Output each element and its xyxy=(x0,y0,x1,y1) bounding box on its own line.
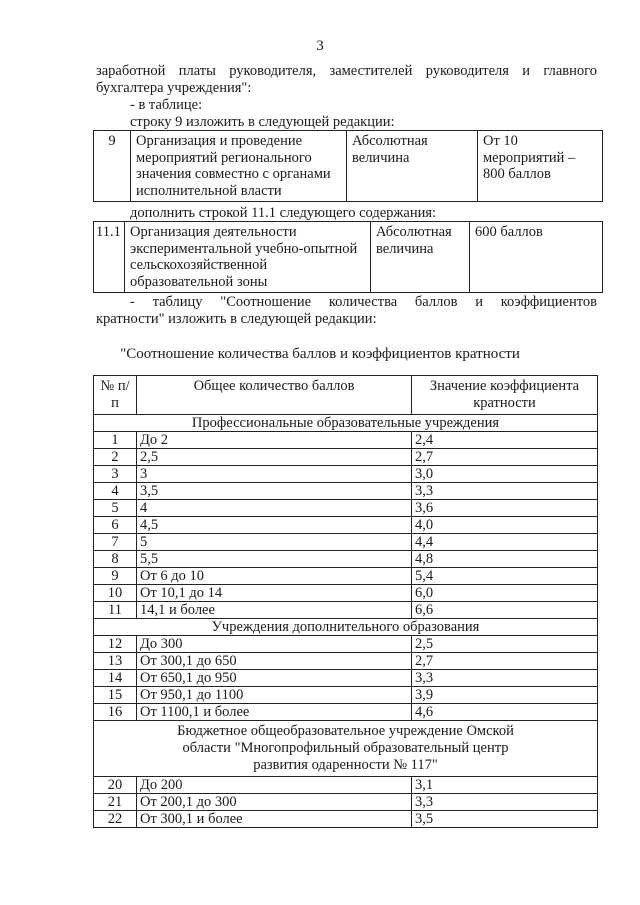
table-intro-line-1: - таблицу "Соотношение количества баллов и коэффициентов xyxy=(130,294,597,310)
row-coefficient: 4,6 xyxy=(412,704,598,721)
row-number: 21 xyxy=(94,794,137,811)
row-coefficient: 6,0 xyxy=(412,585,598,602)
header-points: Общее количество баллов xyxy=(137,376,412,415)
table-row xyxy=(94,517,598,534)
row-points: До 2 xyxy=(137,432,412,449)
row-points: От 300,1 до 650 xyxy=(137,653,412,670)
table-row xyxy=(94,466,598,483)
row-coefficient: 3,9 xyxy=(412,687,598,704)
section-header-row xyxy=(94,721,598,777)
row-coefficient: 3,5 xyxy=(412,811,598,828)
row-points: 4,5 xyxy=(137,517,412,534)
row-number: 6 xyxy=(94,517,137,534)
row-number: 13 xyxy=(94,653,137,670)
row-number: 12 xyxy=(94,636,137,653)
row-points: От 950,1 до 1100 xyxy=(137,687,412,704)
table-row xyxy=(94,636,598,653)
table-row xyxy=(94,131,603,202)
row-points: От 300,1 и более xyxy=(137,811,412,828)
row-number: 3 xyxy=(94,466,137,483)
row-coefficient: 4,4 xyxy=(412,534,598,551)
row-coefficient: 2,5 xyxy=(412,636,598,653)
section-header-row xyxy=(94,619,598,636)
table-row xyxy=(94,534,598,551)
replacement-row-9-table xyxy=(93,130,603,202)
row-points: 3,5 xyxy=(137,483,412,500)
row-coefficient: 3,0 xyxy=(412,466,598,483)
row-coefficient: 2,4 xyxy=(412,432,598,449)
intro-line-2: бухгалтера учреждения": xyxy=(96,80,252,96)
row-coefficient: 6,6 xyxy=(412,602,598,619)
row-number: 4 xyxy=(94,483,137,500)
table-row xyxy=(94,704,598,721)
header-number: № п/п xyxy=(94,376,137,415)
row-type: Абсолютная величина xyxy=(371,222,470,293)
row-number: 9 xyxy=(94,568,137,585)
row-coefficient: 4,8 xyxy=(412,551,598,568)
row-points: 3 xyxy=(137,466,412,483)
row-number: 7 xyxy=(94,534,137,551)
row-coefficient: 5,4 xyxy=(412,568,598,585)
row-points: 4 xyxy=(137,500,412,517)
table-row xyxy=(94,585,598,602)
section-header-row xyxy=(94,415,598,432)
header-coefficient: Значение коэффициента кратности xyxy=(412,376,598,415)
page-number: 3 xyxy=(316,38,324,54)
row-type: Абсолютная величина xyxy=(347,131,478,202)
row-number: 22 xyxy=(94,811,137,828)
row-number: 11 xyxy=(94,602,137,619)
row-coefficient: 3,3 xyxy=(412,483,598,500)
row-number: 15 xyxy=(94,687,137,704)
section-title: Бюджетное общеобразовательное учреждение Омской области "Многопрофильный образовательный центр развития одаренности № 117" xyxy=(94,721,598,777)
row-description: Организация и проведение мероприятий регионального значения совместно с органами исполнительной власти xyxy=(131,131,347,202)
table-row xyxy=(94,551,598,568)
row-number: 1 xyxy=(94,432,137,449)
row-number: 10 xyxy=(94,585,137,602)
row-number: 20 xyxy=(94,777,137,794)
table-row xyxy=(94,483,598,500)
row-points: От 650,1 до 950 xyxy=(137,670,412,687)
row-points: От 10,1 до 14 xyxy=(137,585,412,602)
row-points: 5,5 xyxy=(137,551,412,568)
intro-line-1: заработной платы руководителя, заместителей руководителя и главного xyxy=(96,63,597,79)
add-row-line: дополнить строкой 11.1 следующего содержания: xyxy=(130,205,437,221)
table-row xyxy=(94,432,598,449)
row-points: От 200,1 до 300 xyxy=(137,794,412,811)
table-row xyxy=(94,500,598,517)
row-points: 14,1 и более xyxy=(137,602,412,619)
table-row xyxy=(94,670,598,687)
table-row xyxy=(94,811,598,828)
points-coefficient-table xyxy=(93,375,598,828)
intro-line-3: - в таблице: xyxy=(130,97,203,113)
row-coefficient: 3,1 xyxy=(412,777,598,794)
row-points: До 300 xyxy=(137,636,412,653)
table-intro-line-2: кратности" изложить в следующей редакции: xyxy=(96,311,377,327)
row-number: 14 xyxy=(94,670,137,687)
table-row xyxy=(94,794,598,811)
row-number: 2 xyxy=(94,449,137,466)
table-header-row xyxy=(94,376,598,415)
additional-row-11-1-table xyxy=(93,221,603,293)
row-coefficient: 2,7 xyxy=(412,449,598,466)
table-row xyxy=(94,653,598,670)
table-row xyxy=(94,687,598,704)
row-points: От 6 до 10 xyxy=(137,568,412,585)
row-points: От 1100,1 и более xyxy=(137,704,412,721)
row-coefficient: 4,0 xyxy=(412,517,598,534)
row-coefficient: 2,7 xyxy=(412,653,598,670)
row-value: От 10 мероприятий – 800 баллов xyxy=(478,131,603,202)
row-coefficient: 3,3 xyxy=(412,794,598,811)
table-row xyxy=(94,602,598,619)
row-points: 2,5 xyxy=(137,449,412,466)
table-row xyxy=(94,222,603,293)
table-row xyxy=(94,568,598,585)
row-number: 9 xyxy=(94,131,131,202)
row-points: До 200 xyxy=(137,777,412,794)
row-points: 5 xyxy=(137,534,412,551)
section-title: Учреждения дополнительного образования xyxy=(94,619,598,636)
row-coefficient: 3,3 xyxy=(412,670,598,687)
table-title: "Соотношение количества баллов и коэффициентов кратности xyxy=(120,346,520,362)
row-description: Организация деятельности экспериментальной учебно-опытной сельскохозяйственной образовательной зоны xyxy=(125,222,371,293)
intro-line-4: строку 9 изложить в следующей редакции: xyxy=(130,114,395,130)
row-number: 5 xyxy=(94,500,137,517)
row-number: 8 xyxy=(94,551,137,568)
row-number: 16 xyxy=(94,704,137,721)
row-value: 600 баллов xyxy=(470,222,603,293)
row-coefficient: 3,6 xyxy=(412,500,598,517)
table-row xyxy=(94,777,598,794)
table-row xyxy=(94,449,598,466)
section-title: Профессиональные образовательные учреждения xyxy=(94,415,598,432)
row-number: 11.1 xyxy=(94,222,125,293)
